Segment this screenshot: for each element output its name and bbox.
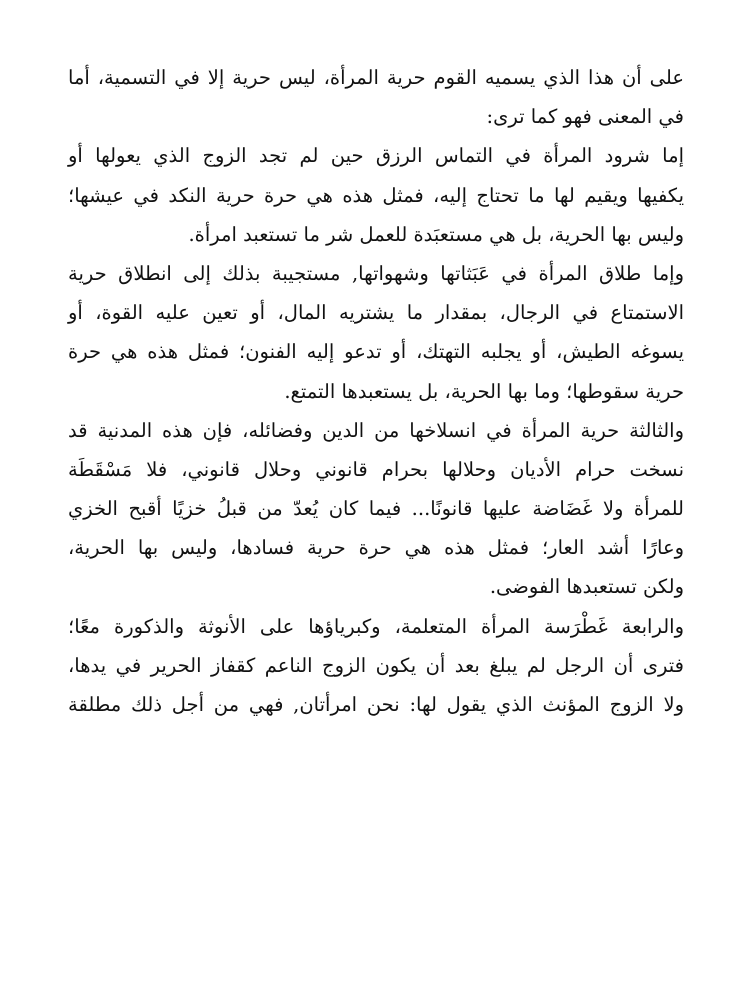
text-line: يسوغه الطيش، أو يجلبه التهتك، أو تدعو إليه الفنون؛ فمثل هذه هي حرة xyxy=(68,340,684,364)
text-line: والرابعة غَطْرَسة المرأة المتعلمة، وكبرياؤها على الأنوثة والذكورة معًا؛ xyxy=(68,614,684,638)
text-line: وليس بها الحرية، بل هي مستعبَدة للعمل شر ما تستعبد امرأة. xyxy=(188,222,684,246)
text-line: نسخت حرام الأديان وحلالها بحرام قانوني وحلال قانوني، فلا مَسْقَطَة xyxy=(68,457,684,481)
text-line: ولا الزوج المؤنث الذي يقول لها: نحن امرأتان, فهي من أجل ذلك مطلقة xyxy=(68,693,684,716)
text-line: وإما طلاق المرأة في عَبَثاتها وشهواتها, مستجيبة بذلك إلى انطلاق حرية xyxy=(68,261,684,285)
body-text xyxy=(68,58,684,724)
text-line: ولكن تستعبدها الفوضى. xyxy=(489,575,684,599)
text-line: وعارًا أشد العار؛ فمثل هذه هي حرة حرية فسادها، وليس بها الحرية، xyxy=(68,536,684,560)
text-line: على أن هذا الذي يسميه القوم حرية المرأة، ليس حرية إلا في التسمية، أما xyxy=(68,66,684,89)
text-line: يكفيها ويقيم لها ما تحتاج إليه، فمثل هذه هي حرة حرية النكد في عيشها؛ xyxy=(68,183,684,207)
text-line: إما شرود المرأة في التماس الرزق حين لم تجد الزوج الذي يعولها أو xyxy=(68,144,684,168)
text-line: في المعنى فهو كما ترى: xyxy=(486,105,684,129)
text-line: الاستمتاع في الرجال، بمقدار ما يشتريه المال، أو تعين عليه القوة، أو xyxy=(68,301,684,325)
text-line: والثالثة حرية المرأة في انسلاخها من الدين وفضائله، فإن هذه المدنية قد xyxy=(68,418,684,442)
text-line: حرية سقوطها؛ وما بها الحرية، بل يستعبدها التمتع. xyxy=(284,379,684,403)
text-line: للمرأة ولا غَضَاضة عليها قانونًا... فيما كان يُعدّ من قبلُ خزيًا أقبح الخزي xyxy=(68,497,684,521)
text-line: فترى أن الرجل لم يبلغ بعد أن يكون الزوج الناعم كقفاز الحرير في يدها، xyxy=(68,653,684,677)
